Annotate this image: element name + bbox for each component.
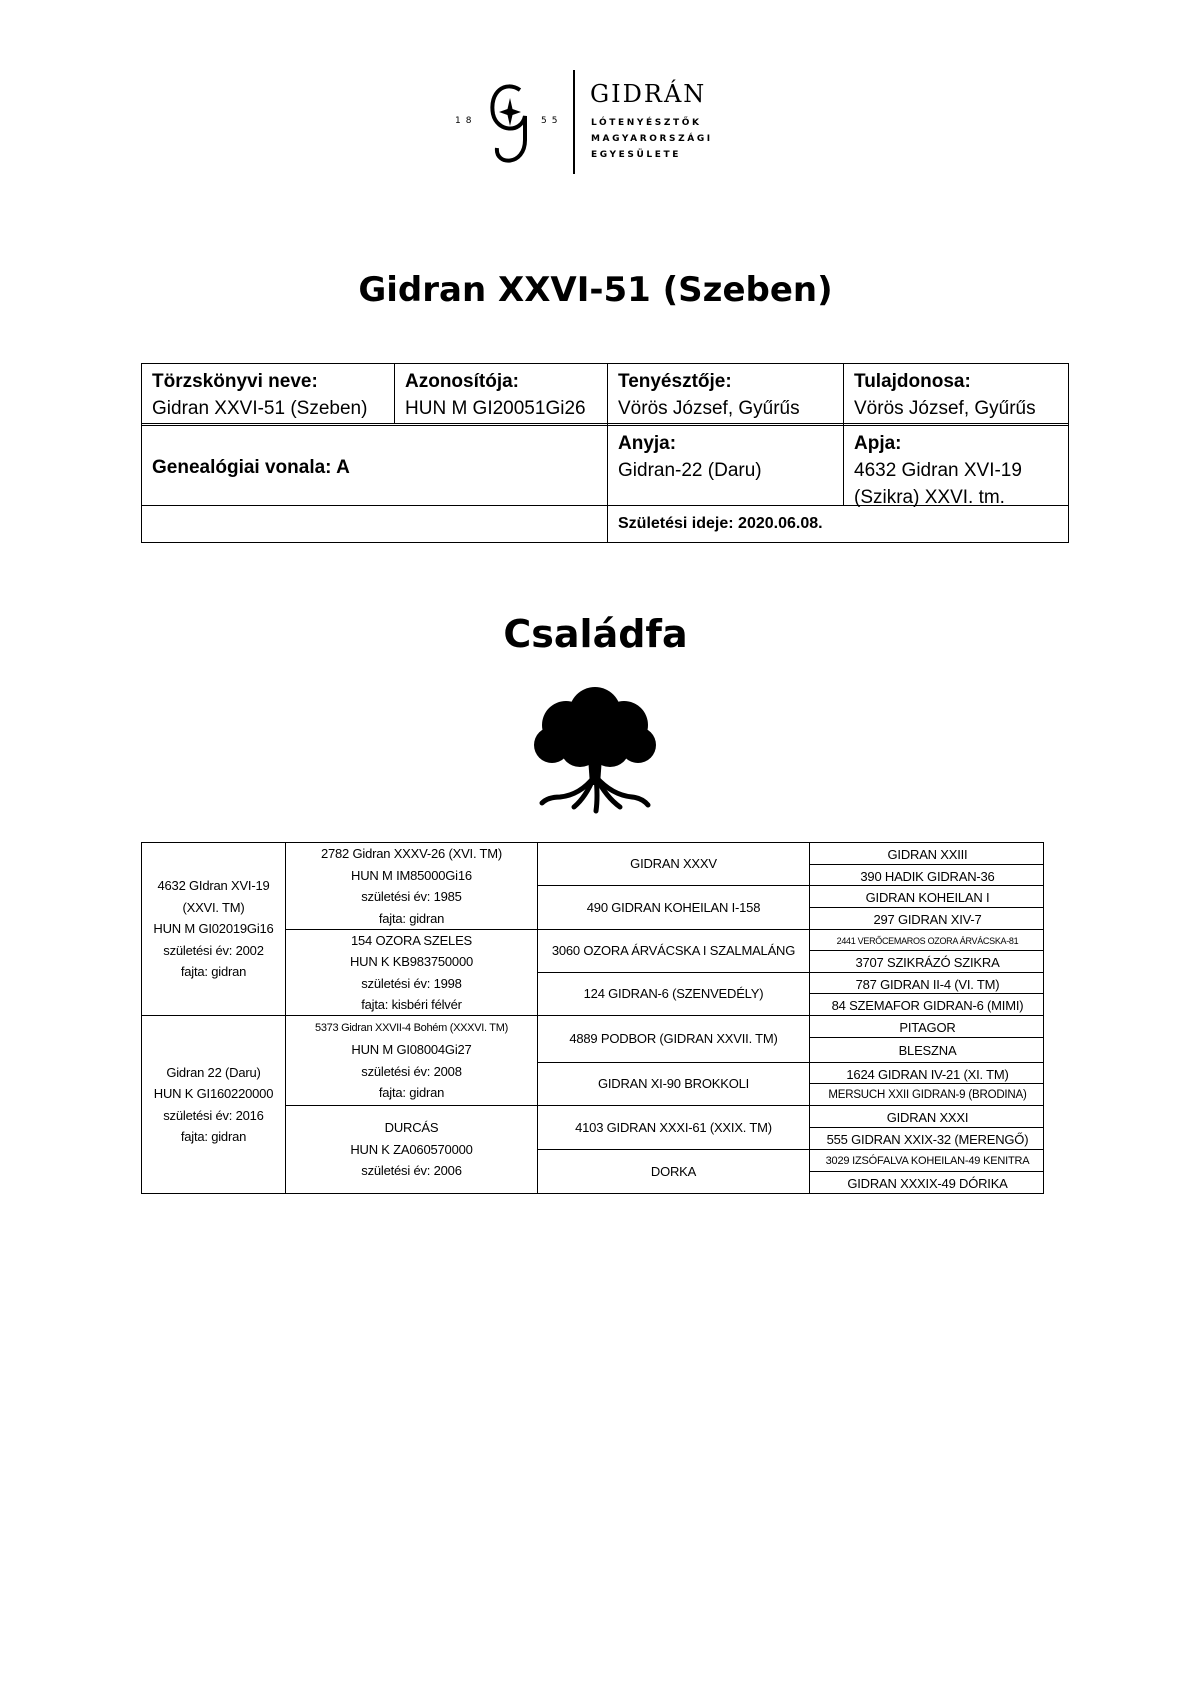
registry-name-value: Gidran XXVI-51 (Szeben)	[152, 398, 368, 419]
owner-value: Vörös József, Gyűrűs	[854, 398, 1036, 419]
pedigree-text: HUN K ZA060570000	[350, 1141, 473, 1157]
pedigree-gg-grandparent: GIDRAN XXXIX-49 DÓRIKA	[847, 1175, 1008, 1191]
pedigree-text: HUN M GI08004Gi27	[351, 1042, 472, 1057]
logo-divider	[573, 70, 575, 174]
pedigree-table	[141, 842, 1044, 1194]
logo-subline: EGYESÜLETE	[591, 150, 681, 160]
pedigree-text: 154 OZORA SZELES	[350, 932, 473, 948]
pedigree-text: HUN K GI160220000	[153, 1086, 274, 1101]
breeder-cell	[608, 364, 843, 426]
dam-cell	[608, 426, 843, 488]
logo-subline: MAGYARORSZÁGI	[591, 134, 713, 144]
pedigree-great-grandparent: 4103 GIDRAN XXXI-61 (XXIX. TM)	[575, 1119, 772, 1135]
pedigree-grandparent	[286, 1016, 537, 1105]
id-label: Azonosítója:	[405, 371, 519, 392]
pedigree-great-grandparent: 124 GIDRAN-6 (SZENVEDÉLY)	[583, 986, 764, 1002]
association-logo	[455, 68, 745, 178]
pedigree-gg-grandparent: GIDRAN XXIII	[887, 846, 968, 862]
horseshoe-star-monogram-icon	[485, 82, 535, 168]
pedigree-great-grandparent: GIDRAN XXXV	[630, 856, 717, 872]
pedigree-gg-grandparent: GIDRAN KOHEILAN I	[865, 889, 990, 905]
page-title: Gidran XXVI-51 (Szeben)	[358, 270, 833, 310]
pedigree-great-grandparent: 3060 OZORA ÁRVÁCSKA I SZALMALÁNG	[551, 943, 796, 959]
birth-date: Születési ideje: 2020.06.08.	[618, 515, 823, 532]
pedigree-text: 4632 GIdran XVI-19	[157, 878, 270, 894]
pedigree-text: fajta: gidran	[378, 1085, 445, 1100]
dam-label: Anyja:	[618, 433, 677, 454]
pedigree-gg-grandparent: 555 GIDRAN XXIX-32 (MERENGŐ)	[826, 1131, 1029, 1147]
breeder-label: Tenyésztője:	[618, 371, 732, 392]
pedigree-text: HUN M IM85000Gi16	[351, 867, 472, 883]
pedigree-text: (XXVI. TM)	[182, 899, 245, 915]
pedigree-text: születési év: 2006	[361, 1163, 462, 1179]
pedigree-great-grandparent: DORKA	[650, 1163, 697, 1179]
pedigree-text: fajta: gidran	[378, 910, 445, 926]
pedigree-text: 5373 Gidran XXVII-4 Bohém (XXXVI. TM)	[315, 1021, 508, 1034]
sire-cell	[844, 426, 1068, 515]
pedigree-text: fajta: gidran	[180, 1129, 247, 1144]
logo-brand: GIDRÁN	[590, 80, 707, 108]
pedigree-text: DURCÁS	[384, 1120, 439, 1136]
pedigree-gg-grandparent: 297 GIDRAN XIV-7	[873, 911, 982, 927]
pedigree-gg-grandparent: BLESZNA	[898, 1042, 957, 1058]
pedigree-great-grandparent: GIDRAN XI-90 BROKKOLI	[597, 1076, 750, 1092]
pedigree-gg-grandparent: 390 HADIK GIDRAN-36	[860, 868, 995, 884]
sire-value-line1: 4632 Gidran XVI-19	[854, 460, 1022, 481]
pedigree-gg-grandparent: 3029 IZSÓFALVA KOHEILAN-49 KENITRA	[825, 1155, 1030, 1167]
pedigree-text: fajta: gidran	[180, 964, 247, 980]
pedigree-grandparent	[286, 1106, 537, 1193]
registry-name-label: Törzskönyvi neve:	[152, 371, 318, 392]
pedigree-text: születési év: 2008	[361, 1063, 462, 1079]
section-title-family-tree: Családfa	[503, 612, 688, 656]
pedigree-text: fajta: kisbéri félvér	[361, 997, 462, 1012]
pedigree-gg-grandparent: 787 GIDRAN II-4 (VI. TM)	[855, 976, 1000, 992]
genealogy-line: Genealógiai vonala: A	[152, 457, 350, 478]
pedigree-gg-grandparent: 1624 GIDRAN IV-21 (XI. TM)	[846, 1066, 1009, 1082]
horse-info-table	[141, 363, 1069, 543]
pedigree-sire	[142, 843, 285, 1015]
pedigree-gg-grandparent: PITAGOR	[899, 1019, 956, 1035]
pedigree-gg-grandparent: 84 SZEMAFOR GIDRAN-6 (MIMI)	[831, 997, 1024, 1013]
pedigree-gg-grandparent: GIDRAN XXXI	[886, 1109, 969, 1125]
dam-value: Gidran-22 (Daru)	[618, 460, 762, 481]
pedigree-text: születési év: 1998	[361, 975, 462, 991]
owner-cell	[844, 364, 1068, 426]
pedigree-text: születési év: 1985	[361, 889, 462, 904]
tree-icon	[530, 685, 660, 815]
pedigree-grandparent	[286, 930, 537, 1015]
sire-value-line2: (Szikra) XXVI. tm.	[854, 487, 1005, 508]
breeder-value: Vörös József, Gyűrűs	[618, 398, 800, 419]
pedigree-text: HUN K KB983750000	[349, 954, 474, 969]
pedigree-gg-grandparent: 2441 VERŐCEMAROS OZORA ÁRVÁCSKA-81	[836, 936, 1019, 946]
id-cell	[395, 364, 607, 426]
pedigree-gg-grandparent: 3707 SZIKRÁZÓ SZIKRA	[855, 954, 1000, 970]
pedigree-text: HUN M GI02019Gi16	[153, 921, 274, 937]
registry-name-cell	[142, 364, 394, 426]
pedigree-text: Gidran 22 (Daru)	[166, 1064, 261, 1080]
pedigree-text: születési év: 2002	[163, 942, 264, 958]
pedigree-text: születési év: 2016	[163, 1107, 264, 1123]
id-value: HUN M GI20051Gi26	[405, 398, 586, 419]
pedigree-grandparent	[286, 843, 537, 929]
pedigree-great-grandparent: 4889 PODBOR (GIDRAN XXVII. TM)	[569, 1031, 778, 1047]
logo-subline: LÓTENYÉSZTŐK	[591, 118, 702, 128]
pedigree-text: 2782 Gidran XXXV-26 (XVI. TM)	[320, 846, 503, 861]
pedigree-dam	[142, 1016, 285, 1193]
owner-label: Tulajdonosa:	[854, 371, 971, 392]
logo-year-right: 55	[541, 116, 563, 126]
pedigree-great-grandparent: 490 GIDRAN KOHEILAN I-158	[586, 899, 761, 915]
sire-label: Apja:	[854, 433, 902, 454]
pedigree-gg-grandparent: MERSUCH XXII GIDRAN-9 (BRODINA)	[828, 1089, 1027, 1101]
logo-year-left: 18	[455, 116, 477, 126]
